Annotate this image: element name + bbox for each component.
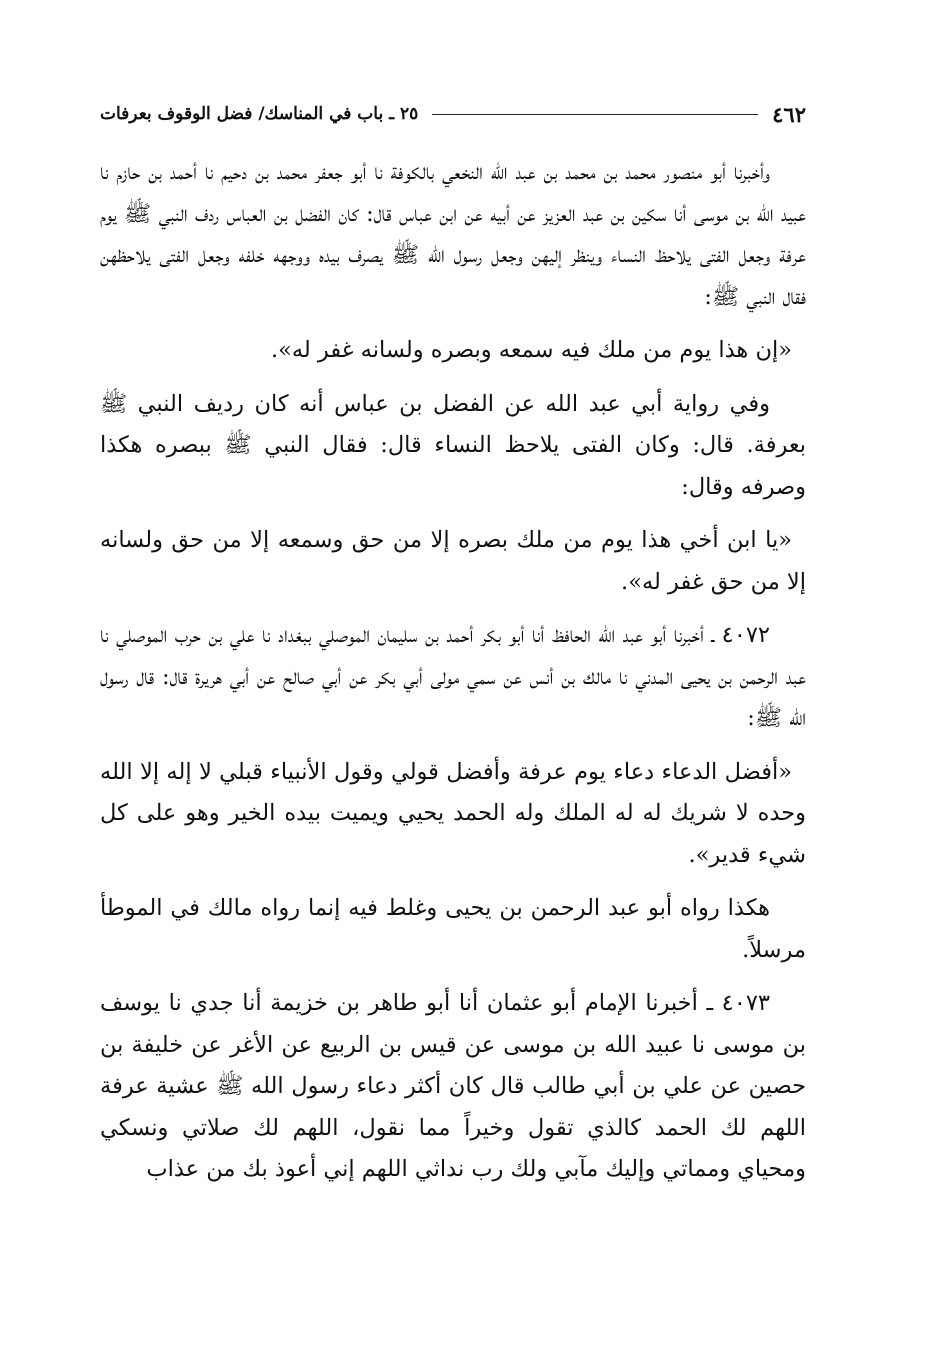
paragraph-commentary: هكذا رواه أبو عبد الرحمن بن يحيى وغلط فيه إنما رواه مالك في الموطأ مرسلاً. [100,895,806,963]
paragraph-narration-1: وأخبرنا أبو منصور محمد بن محمد بن عبد الله النخعي بالكوفة نا أبو جعفر محمد بن دحيم نا أحمد بن حازم نا عبيد الله بن موسى أنا سكين بن عبد العزيز عن أبيه عن ابن عباس قال: كان الفضل بن العباس ردف النبي ﷺ يوم عرفة وجعل الفتى يلاحظ النساء وينظر إليهن وجعل رسول الله ﷺ يصرف بيده ووجهه خلفه وجعل الفتى يلاحظهن فقال النبي ﷺ: [100,159,806,310]
paragraph-hadith-4072: ٤٠٧٢ ـ أخبرنا أبو عبد الله الحافظ أنا أبو بكر أحمد بن سليمان الموصلي ببغداد نا علي بن حرب الموصلي نا عبد الرحمن بن يحيى المدني نا مالك بن أنس عن سمي مولى أبي بكر عن أبي صالح عن أبي هريرة قال: قال رسول الله ﷺ: [100,622,806,731]
body-text [100,152,806,1203]
paragraph-hadith-4073: ٤٠٧٣ ـ أخبرنا الإمام أبو عثمان أنا أبو طاهر بن خزيمة أنا جدي نا يوسف بن موسى نا عبيد الله بن موسى عن قيس بن الربيع عن الأغر عن خليفة بن حصين عن علي بن أبي طالب قال كان أكثر دعاء رسول الله ﷺ عشية عرفة اللهم لك الحمد كالذي تقول وخيراً مما نقول، اللهم لك صلاتي ونسكي ومحياي ومماتي وإليك مآبي ولك رب نداثي اللهم إني أعوذ بك من عذاب [100,990,807,1182]
paragraph-hadith-quote-3: «أفضل الدعاء دعاء يوم عرفة وأفضل قولي وقول الأنبياء قبلي لا إله إلا الله وحده لا شريك له له الملك وله الحمد يحيي ويميت بيده الخير وهو على كل شيء قدير». [100,758,806,868]
paragraph-hadith-quote-1: «إن هذا يوم من ملك فيه سمعه وبصره ولسانه غفر له». [270,337,792,363]
page-number: ٤٦٢ [772,101,806,127]
paragraph-hadith-quote-2: «يا ابن أخي هذا يوم من ملك بصره إلا من حق وسمعه إلا من حق ولسانه إلا من حق غفر له». [100,527,806,595]
paragraph-narration-2: وفي رواية أبي عبد الله عن الفضل بن عباس أنه كان رديف النبي ﷺ بعرفة. قال: وكان الفتى يلاحظ النساء قال: فقال النبي ﷺ ببصره هكذا وصرفه وقال: [100,390,806,500]
running-head [100,96,806,132]
running-title: ٢٥ ـ باب في المناسك/ فضل الوقوف بعرفات [100,104,419,124]
header-rule [432,114,758,115]
